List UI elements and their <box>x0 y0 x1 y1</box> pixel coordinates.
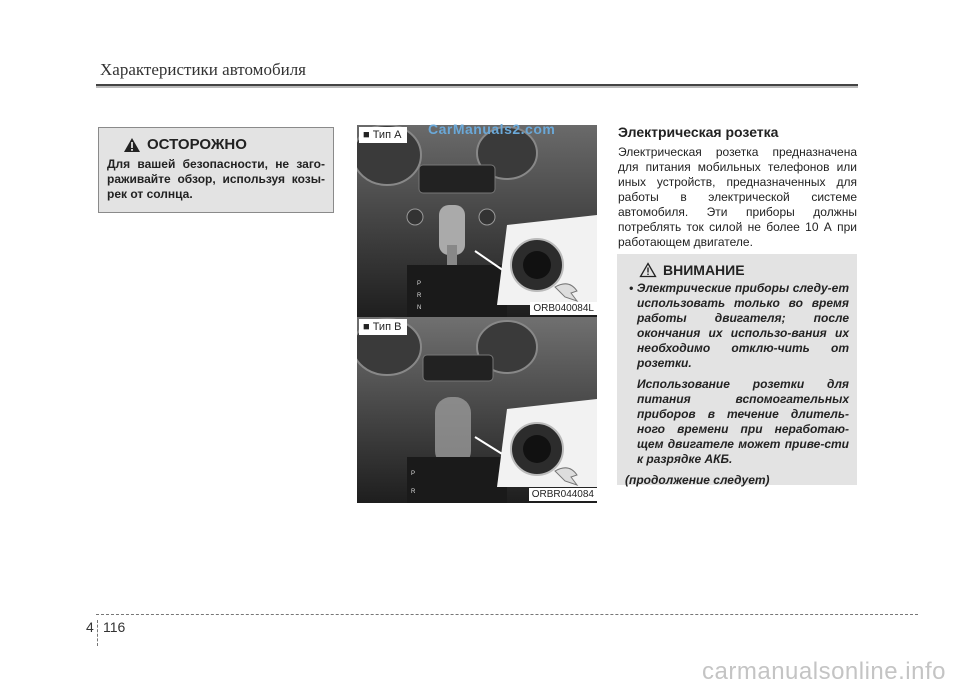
watermark-bottom: carmanualsonline.info <box>702 658 946 685</box>
type-label-b: ■ Тип В <box>359 319 407 335</box>
watermark-top: CarManuals2.com <box>428 121 556 137</box>
caution-title: ОСТОРОЖНО <box>147 136 247 153</box>
warning-item-2: Использование розетки для питания вспомогательных приборов в течение длитель-ного времени при неработаю-щем двигателе может приве-сти к разрядке АКБ. <box>637 377 849 466</box>
warning-triangle-icon <box>123 137 141 153</box>
footer-rule <box>96 614 918 615</box>
warning-box <box>617 254 857 485</box>
caution-box <box>98 127 334 213</box>
warning-triangle-outline-icon <box>639 262 657 278</box>
warning-header <box>639 262 849 278</box>
photo-type-a <box>357 125 597 317</box>
warning-continued: (продолжение следует) <box>625 473 770 487</box>
console-illustration-b <box>357 317 597 503</box>
photo-code-a: ORB040084L <box>530 302 597 315</box>
footer-separator <box>97 620 98 646</box>
svg-text:R: R <box>417 293 422 299</box>
photo-code-b: ORBR044084 <box>529 488 597 501</box>
warning-title: ВНИМАНИЕ <box>663 262 745 278</box>
caution-header <box>123 136 325 153</box>
type-label-a: ■ Тип А <box>359 127 407 143</box>
chapter-number: 4 <box>86 619 94 635</box>
svg-text:P: P <box>417 281 422 287</box>
console-illustration-a <box>357 125 597 317</box>
page-number: 116 <box>103 619 126 635</box>
page-header-title: Характеристики автомобиля <box>100 60 306 79</box>
svg-text:N: N <box>417 305 422 311</box>
caution-text: Для вашей безопасности, не заго-раживайте обзор, используя козы-рек от солнца. <box>107 157 325 201</box>
photo-type-b <box>357 317 597 503</box>
warning-item-1: • Электрические приборы следу-ет использовать только во время работы двигателя; после окончания их использо-вания их необходимо отклю-чить от розетки. <box>629 281 849 370</box>
svg-text:R: R <box>411 489 416 495</box>
section-body: Электрическая розетка предназначена для питания мобильных телефонов или иных устройств, предназначенных для работы в электрической системе автомобиля. Эти приборы должны потреблять ток силой не более 10 А при работающем двигателе. <box>618 145 857 249</box>
section-title: Электрическая розетка <box>618 124 779 140</box>
header-rule <box>96 84 858 88</box>
svg-text:P: P <box>411 471 416 477</box>
